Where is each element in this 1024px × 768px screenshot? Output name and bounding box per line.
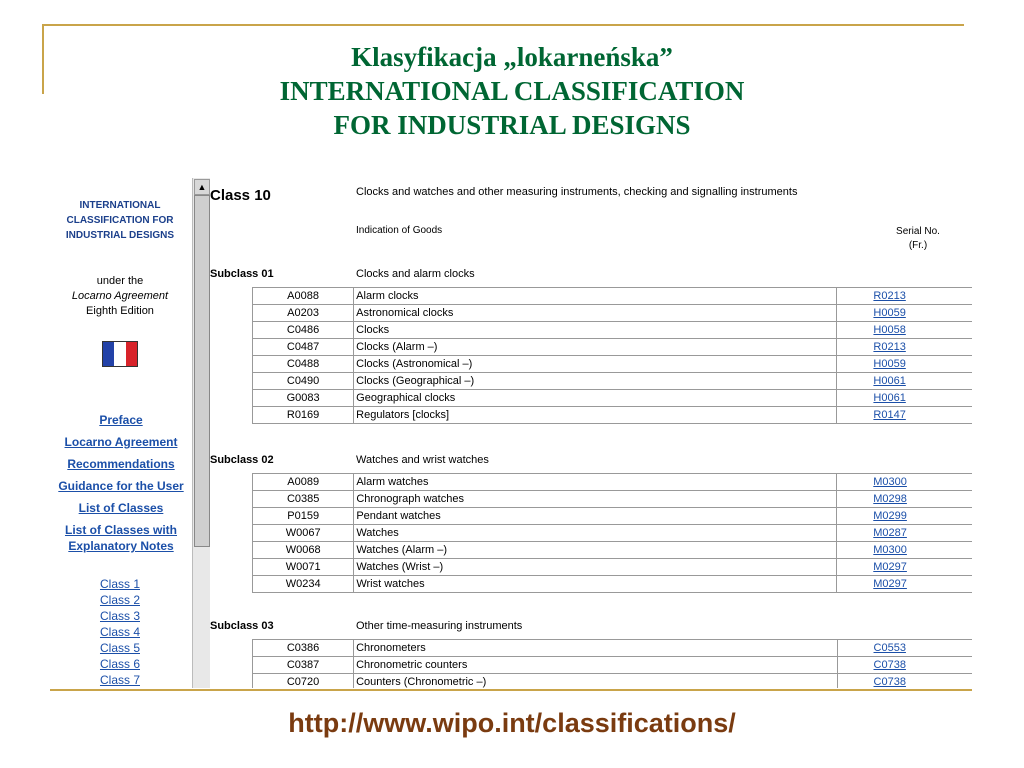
serial-cell — [837, 474, 972, 491]
goods-code: C0387 — [253, 657, 354, 674]
title-line-3: FOR INDUSTRIAL DESIGNS — [333, 110, 691, 140]
slide-title — [0, 40, 1024, 142]
serial-cell — [837, 322, 972, 339]
table-row — [253, 356, 973, 373]
goods-name: Watches — [354, 525, 837, 542]
subclass-description: Watches and wrist watches — [356, 454, 489, 466]
serial-cell — [837, 356, 972, 373]
goods-code: C0490 — [253, 373, 354, 390]
wipo-page-screenshot — [50, 178, 972, 688]
title-line-2: INTERNATIONAL CLASSIFICATION — [279, 76, 745, 106]
nav-links — [50, 409, 192, 554]
subclass-description: Clocks and alarm clocks — [356, 268, 475, 280]
serial-number-link[interactable]: M0297 — [873, 577, 907, 590]
goods-code: W0068 — [253, 542, 354, 559]
table-row — [253, 576, 973, 593]
serial-cell — [837, 508, 972, 525]
subclass-label: Subclass 01 — [210, 268, 274, 280]
class-link-4[interactable]: Class 4 — [99, 625, 140, 639]
title-line-1: Klasyfikacja „lokarneńska” — [351, 42, 673, 72]
serial-number-link[interactable]: H0058 — [873, 323, 906, 336]
class-title: Class 10 — [210, 187, 271, 204]
goods-name: Wrist watches — [354, 576, 837, 593]
goods-code: W0234 — [253, 576, 354, 593]
table-row — [253, 390, 973, 407]
serial-number-link[interactable]: M0300 — [873, 475, 907, 488]
serial-cell — [837, 373, 972, 390]
table-row — [253, 373, 973, 390]
nav-heading — [50, 198, 190, 243]
serial-cell — [837, 288, 972, 305]
subclass-description: Other time-measuring instruments — [356, 620, 523, 632]
serial-number-link[interactable]: M0299 — [873, 509, 907, 522]
goods-name: Watches (Alarm –) — [354, 542, 837, 559]
class-content — [208, 178, 972, 688]
goods-name: Clocks (Geographical –) — [354, 373, 837, 390]
goods-code: A0088 — [253, 288, 354, 305]
goods-code: A0089 — [253, 474, 354, 491]
class-link-1[interactable]: Class 1 — [99, 577, 140, 591]
table-row — [253, 407, 973, 424]
table-row — [253, 322, 973, 339]
serial-cell — [837, 491, 972, 508]
serial-number-link[interactable]: H0061 — [873, 391, 906, 404]
serial-number-link[interactable]: M0298 — [873, 492, 907, 505]
class-link-2[interactable]: Class 2 — [99, 593, 140, 607]
nav-link-locarno-agreement[interactable]: Locarno Agreement — [64, 435, 178, 449]
nav-edition-info — [50, 274, 190, 319]
goods-name: Counters (Chronometric –) — [354, 674, 837, 689]
goods-name: Chronograph watches — [354, 491, 837, 508]
goods-code: R0169 — [253, 407, 354, 424]
goods-name: Chronometers — [354, 640, 837, 657]
goods-name: Clocks — [354, 322, 837, 339]
class-link-5[interactable]: Class 5 — [99, 641, 140, 655]
table-row — [253, 657, 973, 674]
serial-cell — [837, 390, 972, 407]
serial-cell — [837, 640, 972, 657]
nav-heading-line: CLASSIFICATION FOR — [66, 215, 174, 226]
subclass-label: Subclass 03 — [210, 620, 274, 632]
goods-name: Chronometric counters — [354, 657, 837, 674]
class-links — [50, 576, 190, 688]
serial-number-link[interactable]: R0213 — [873, 340, 906, 353]
goods-code: C0386 — [253, 640, 354, 657]
goods-table — [252, 473, 972, 593]
table-row — [253, 491, 973, 508]
slide-frame-top — [42, 24, 964, 26]
subclass-label: Subclass 02 — [210, 454, 274, 466]
table-row — [253, 674, 973, 689]
serial-number-link[interactable]: R0147 — [873, 408, 906, 421]
nav-link-list-of-classes-with-explanatory-notes[interactable] — [50, 522, 192, 554]
class-link-7[interactable]: Class 7 — [99, 673, 140, 687]
goods-code: W0067 — [253, 525, 354, 542]
goods-name: Alarm watches — [354, 474, 837, 491]
serial-number-link[interactable]: H0059 — [873, 306, 906, 319]
serial-cell — [837, 576, 972, 593]
nav-heading-line: INTERNATIONAL — [79, 200, 161, 211]
locarno-agreement-text: Locarno Agreement — [71, 290, 169, 302]
serial-number-link[interactable]: C0738 — [873, 658, 906, 671]
serial-cell — [837, 674, 972, 689]
goods-name: Clocks (Astronomical –) — [354, 356, 837, 373]
source-url: http://www.wipo.int/classifications/ — [288, 708, 736, 738]
serial-number-link[interactable]: R0213 — [873, 289, 906, 302]
serial-number-link[interactable]: C0553 — [873, 641, 906, 654]
serial-cell — [837, 559, 972, 576]
class-description: Clocks and watches and other measuring instruments, checking and signalling instruments — [356, 186, 798, 198]
goods-code: P0159 — [253, 508, 354, 525]
nav-link-list-of-classes[interactable]: List of Classes — [78, 501, 164, 515]
goods-code: C0486 — [253, 322, 354, 339]
serial-fr-label: (Fr.) — [908, 240, 928, 251]
table-row — [253, 542, 973, 559]
goods-name: Alarm clocks — [354, 288, 837, 305]
goods-table — [252, 639, 972, 688]
goods-table — [252, 287, 972, 424]
class-link-3[interactable]: Class 3 — [99, 609, 140, 623]
serial-cell — [837, 407, 972, 424]
left-navigation — [50, 178, 190, 688]
nav-link-line[interactable]: Explanatory Notes — [68, 539, 174, 553]
nav-link-preface[interactable]: Preface — [99, 413, 143, 427]
goods-name: Pendant watches — [354, 508, 837, 525]
serial-number-link[interactable]: M0287 — [873, 526, 907, 539]
table-row — [253, 508, 973, 525]
serial-cell — [837, 542, 972, 559]
scroll-up-arrow-icon[interactable]: ▲ — [194, 179, 210, 195]
table-row — [253, 339, 973, 356]
serial-cell — [837, 305, 972, 322]
serial-number-link[interactable]: C0738 — [873, 675, 906, 688]
table-row — [253, 305, 973, 322]
slide-frame-bottom — [50, 689, 972, 691]
serial-cell — [837, 657, 972, 674]
serial-number-link[interactable]: H0059 — [873, 357, 906, 370]
goods-name: Clocks (Alarm –) — [354, 339, 837, 356]
serial-no-label: Serial No. — [896, 226, 940, 237]
table-row — [253, 559, 973, 576]
goods-code: A0203 — [253, 305, 354, 322]
goods-code: C0487 — [253, 339, 354, 356]
goods-code: G0083 — [253, 390, 354, 407]
class-link-6[interactable]: Class 6 — [99, 657, 140, 671]
indication-of-goods-header: Indication of Goods — [356, 225, 443, 236]
goods-name: Watches (Wrist –) — [354, 559, 837, 576]
goods-code: C0720 — [253, 674, 354, 689]
nav-heading-line: INDUSTRIAL DESIGNS — [65, 230, 175, 241]
serial-number-link[interactable]: M0300 — [873, 543, 907, 556]
goods-code: C0385 — [253, 491, 354, 508]
nav-link-guidance-for-the-user[interactable]: Guidance for the User — [58, 479, 184, 493]
serial-no-header — [888, 225, 948, 253]
goods-name: Regulators [clocks] — [354, 407, 837, 424]
serial-cell — [837, 525, 972, 542]
table-row — [253, 474, 973, 491]
goods-name: Astronomical clocks — [354, 305, 837, 322]
table-row — [253, 525, 973, 542]
goods-code: W0071 — [253, 559, 354, 576]
french-flag-icon[interactable] — [102, 341, 138, 367]
goods-name: Geographical clocks — [354, 390, 837, 407]
under-the-text: under the — [96, 275, 144, 287]
table-row — [253, 288, 973, 305]
nav-link-recommendations[interactable]: Recommendations — [67, 457, 175, 471]
nav-link-line[interactable]: List of Classes with — [64, 523, 178, 537]
serial-number-link[interactable]: H0061 — [873, 374, 906, 387]
serial-cell — [837, 339, 972, 356]
goods-code: C0488 — [253, 356, 354, 373]
serial-number-link[interactable]: M0297 — [873, 560, 907, 573]
edition-text: Eighth Edition — [86, 305, 154, 317]
table-row — [253, 640, 973, 657]
